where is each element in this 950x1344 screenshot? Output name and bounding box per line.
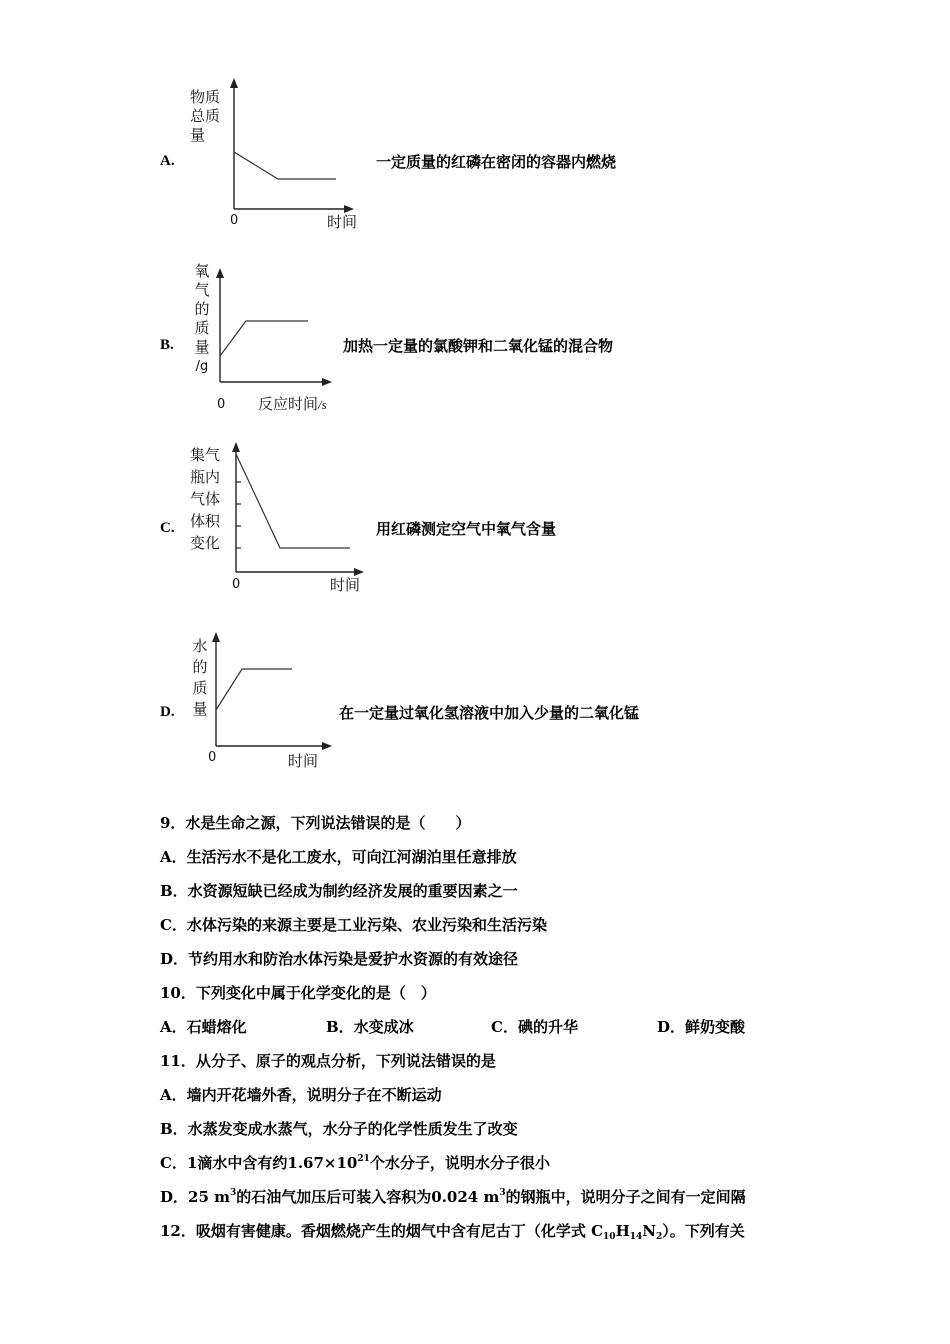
graph-b-y-arrow: [216, 268, 224, 278]
graph-b-x-unit: /s: [318, 397, 327, 412]
graph-a-plot: [226, 76, 356, 210]
q12-formula-sub: 2: [656, 1232, 663, 1242]
graph-d-x-arrow: [322, 742, 332, 750]
q11-option-b: B．水蒸发变成水蒸气，水分子的化学性质发生了改变: [160, 1120, 518, 1138]
graph-b-y-label: [194, 262, 210, 376]
graph-b-curve: [220, 321, 308, 356]
q10-option-c: C．碘的升华: [491, 1018, 578, 1036]
graph-c-description: 用红磷测定空气中氧气含量: [376, 520, 557, 538]
graph-a-description: 一定质量的红磷在密闭的容器内燃烧: [376, 153, 617, 171]
q11-option-c-exponent: 21: [357, 1154, 370, 1164]
graph-d-y-label-line: 水: [192, 637, 208, 655]
q12-formula-h: H: [615, 1222, 630, 1240]
q11-option-c-text-end: 个水分子，说明水分子很小: [369, 1154, 550, 1172]
graph-d-curve: [216, 669, 292, 710]
graph-c-origin: 0: [232, 577, 241, 592]
graph-a-x-arrow: [344, 205, 354, 213]
graph-b-description: 加热一定量的氯酸钾和二氧化锰的混合物: [343, 337, 614, 355]
q10-option-d: D．鲜奶变酸: [657, 1018, 746, 1036]
graph-a-y-label-line: 物质: [190, 88, 221, 106]
q11-stem: 11．从分子、原子的观点分析，下列说法错误的是: [160, 1052, 496, 1070]
q10-option-a: A．石蜡熔化: [160, 1018, 247, 1036]
q9-option-a: A．生活污水不是化工废水，可向江河湖泊里任意排放: [160, 848, 517, 866]
graph-d-y-label-line: 量: [192, 700, 208, 718]
graph-d-description: 在一定量过氧化氢溶液中加入少量的二氧化锰: [339, 704, 640, 722]
q11-option-d: [160, 1186, 746, 1207]
graph-c-y-label-line: 瓶内: [190, 468, 221, 486]
graph-b-y-label-line: 氧: [194, 262, 210, 280]
graph-b-y-label-line: 的: [194, 300, 210, 318]
q12-formula-sub: 14: [629, 1232, 643, 1242]
q11-option-a: A．墙内开花墙外香，说明分子在不断运动: [160, 1086, 442, 1104]
option-c-letter: C.: [160, 520, 175, 536]
graph-c-y-label-line: 气体: [190, 490, 221, 508]
graph-d-y-label: [192, 636, 208, 720]
graph-a-curve: [234, 152, 336, 179]
q11-option-d-exponent: 3: [229, 1188, 237, 1198]
graph-c-x-arrow: [354, 568, 364, 576]
graph-b-y-label-line: 气: [194, 281, 210, 299]
q12-formula-n: N: [642, 1222, 657, 1240]
q12-stem-text-end: ）。下列有关: [662, 1222, 745, 1240]
graph-a-x-label: 时间: [327, 213, 358, 231]
graph-b-x-arrow: [322, 378, 332, 386]
graph-d-y-arrow: [212, 632, 220, 642]
q9-option-b: B．水资源短缺已经成为制约经济发展的重要因素之一: [160, 882, 518, 900]
q9-option-d: D．节约用水和防治水体污染是爱护水资源的有效途径: [160, 950, 519, 968]
graph-b-x-label-wrap: [258, 395, 327, 414]
graph-d-plot: [208, 630, 338, 752]
graph-a-y-label-line: 总质: [190, 107, 221, 125]
graph-c-y-arrow: [232, 442, 240, 452]
q11-option-d-text-mid: 的石油气加压后可装入容积为0.024 m: [236, 1188, 500, 1206]
q10-stem: 10．下列变化中属于化学变化的是（ ）: [160, 984, 436, 1002]
graph-d-y-label-line: 质: [192, 679, 208, 697]
graph-a-origin: 0: [230, 213, 239, 228]
option-b-letter: B.: [160, 337, 174, 353]
graph-b-y-unit: /g: [195, 359, 209, 374]
q11-option-c: [160, 1152, 550, 1173]
q11-option-d-text: D．25 m: [160, 1188, 230, 1206]
graph-d-x-label: 时间: [288, 752, 319, 770]
graph-c-y-label-line: 集气: [190, 446, 221, 464]
graph-a-y-label: [190, 88, 220, 145]
graph-c-x-label: 时间: [330, 576, 361, 594]
graph-b-y-label-line: 量: [194, 338, 210, 356]
q12-stem-text: 12．吸烟有害健康。香烟燃烧产生的烟气中含有尼古丁（化学式 C: [160, 1222, 604, 1240]
q11-option-d-text-end: 的钢瓶中，说明分子之间有一定间隔: [505, 1188, 746, 1206]
graph-b-x-label: 反应时间: [258, 395, 319, 413]
graph-c-y-label: [190, 444, 220, 554]
graph-c-plot: [228, 442, 370, 574]
q9-option-c: C．水体污染的来源主要是工业污染、农业污染和生活污染: [160, 916, 547, 934]
q12-stem: [160, 1220, 745, 1241]
graph-b-origin: 0: [217, 397, 226, 412]
graph-b-y-label-line: 质: [194, 319, 210, 337]
option-a-letter: A.: [160, 153, 175, 169]
option-d-letter: D.: [160, 704, 175, 720]
q12-formula-sub: 10: [603, 1232, 616, 1242]
graph-a-y-arrow: [230, 78, 238, 88]
graph-c-y-label-line: 变化: [190, 534, 221, 552]
q11-option-c-text: C．1滴水中含有约1.67×10: [160, 1154, 358, 1172]
graph-d-y-label-line: 的: [192, 658, 208, 676]
graph-a-y-label-line: 量: [190, 126, 206, 144]
graph-b-plot: [212, 266, 338, 386]
q9-stem: 9．水是生命之源，下列说法错误的是（ ）: [160, 814, 471, 832]
q11-option-d-exponent-2: 3: [499, 1188, 506, 1198]
graph-d-origin: 0: [208, 750, 217, 765]
graph-c-curve: [236, 454, 350, 548]
graph-c-y-label-line: 体积: [190, 512, 221, 530]
q10-option-b: B．水变成冰: [326, 1018, 414, 1036]
